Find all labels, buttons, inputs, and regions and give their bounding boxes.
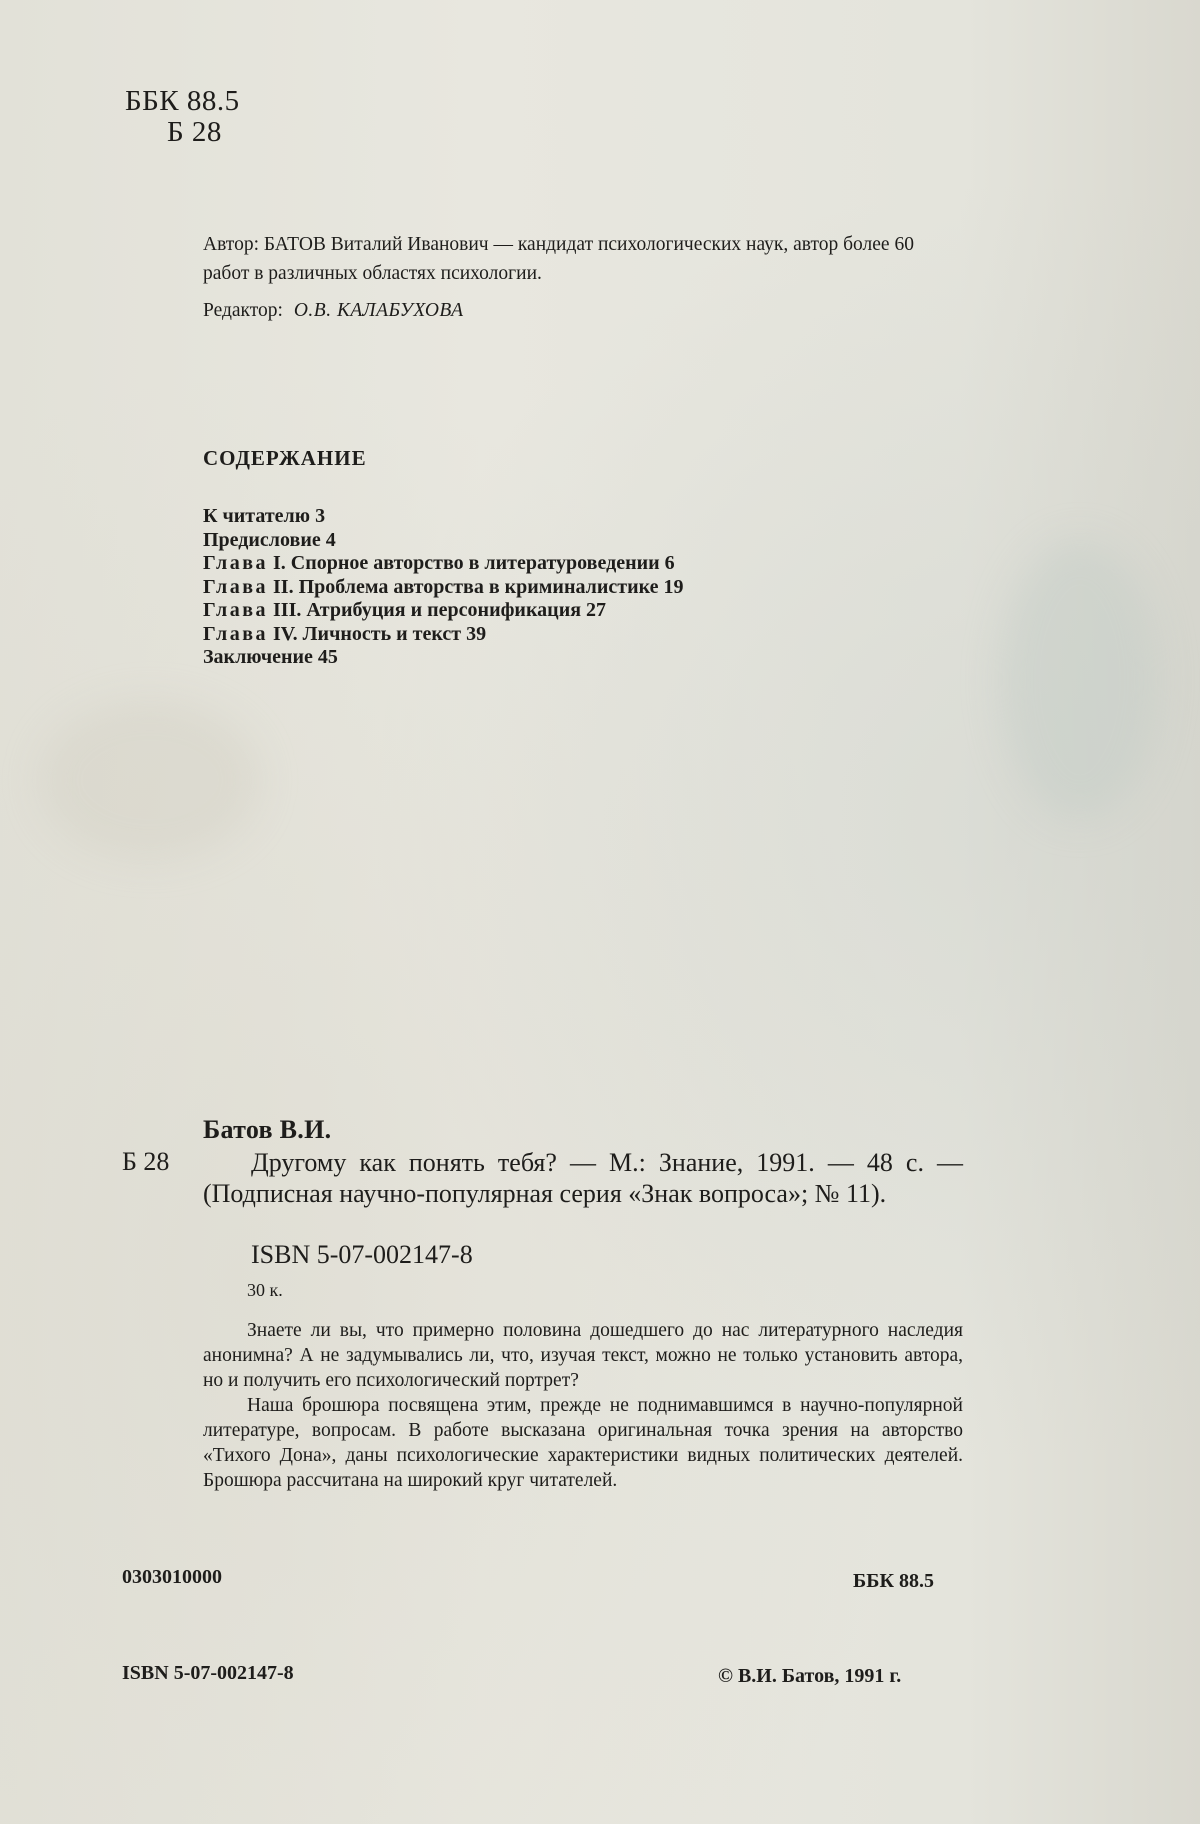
publication-code: 0303010000 [122,1566,222,1588]
editor-name: О.В. КАЛАБУХОВА [293,300,464,321]
toc-item [203,576,684,600]
annotation-paragraph: Знаете ли вы, что примерно половина дошедшего до нас литературного наследия анонимна? А не задумывались ли, что, изучая текст, можно не только установить автора, но и получить его психологический портрет? [203,1320,963,1391]
catalog-isbn: ISBN 5-07-002147-8 [251,1240,473,1269]
toc-item-text: I. Спорное авторство в литературоведении [273,552,660,574]
toc-item [203,505,684,529]
toc-item-page: 19 [663,575,684,598]
toc-item-prefix: Глава [203,552,268,574]
toc-item-prefix: Глава [203,599,268,621]
annotation-paragraph: Наша брошюра посвящена этим, прежде не поднимавшимся в научно-популярной литературе, вопросам. В работе высказана оригинальная точка зрения на авторство «Тихого Дона», даны психологические характеристики видных политических деятелей. Брошюра рассчитана на широкий круг читателей. [203,1395,963,1491]
toc-item [203,599,684,623]
toc-item-text: К читателю [203,505,311,527]
footer-isbn: ISBN 5-07-002147-8 [122,1662,294,1684]
toc-item-prefix: Глава [203,575,268,598]
annotation [203,1318,963,1493]
toc-item [203,623,684,647]
paper-stain [40,700,260,860]
editor-line [203,300,463,322]
price: 30 к. [247,1280,283,1300]
toc-item-text: II. Проблема авторства в криминалистике [273,575,659,598]
toc-title: СОДЕРЖАНИЕ [203,446,367,470]
toc-item-page: 6 [664,552,675,574]
catalog-description-text: Другому как понять тебя? — М.: Знание, 1991. — 48 с. — (Подписная научно-популярная серия «Знак вопроса»; № 11). [203,1148,963,1208]
footer-bbk: ББК 88.5 [853,1570,934,1592]
toc-item-text: IV. Личность и текст [273,622,462,645]
toc-item-text: Заключение [203,646,313,668]
toc-item-page: 4 [325,528,336,551]
toc-item [203,646,684,670]
paper-stain [1000,540,1160,820]
toc-item-prefix: Глава [203,622,268,645]
toc-item [203,529,684,553]
table-of-contents [203,505,684,670]
toc-item [203,552,684,576]
catalog-description [203,1147,963,1209]
bbk-header [125,86,240,148]
toc-item-text: Предисловие [203,528,321,551]
catalog-code: Б 28 [122,1147,170,1176]
toc-item-page: 39 [466,622,487,645]
toc-item-page: 27 [586,599,607,621]
toc-item-page: 3 [315,505,326,527]
catalog-author: Батов В.И. [203,1115,332,1144]
toc-item-page: 45 [317,646,338,668]
toc-item-text: III. Атрибуция и персонификация [273,599,582,621]
author-mark: Б 28 [167,116,222,148]
bbk-index: ББК 88.5 [125,85,240,117]
copyright: © В.И. Батов, 1991 г. [718,1665,902,1687]
editor-label: Редактор: [203,300,283,321]
author-info: Автор: БАТОВ Виталий Иванович — кандидат психологических наук, автор более 60 работ в различных областях психологии. [203,234,914,284]
